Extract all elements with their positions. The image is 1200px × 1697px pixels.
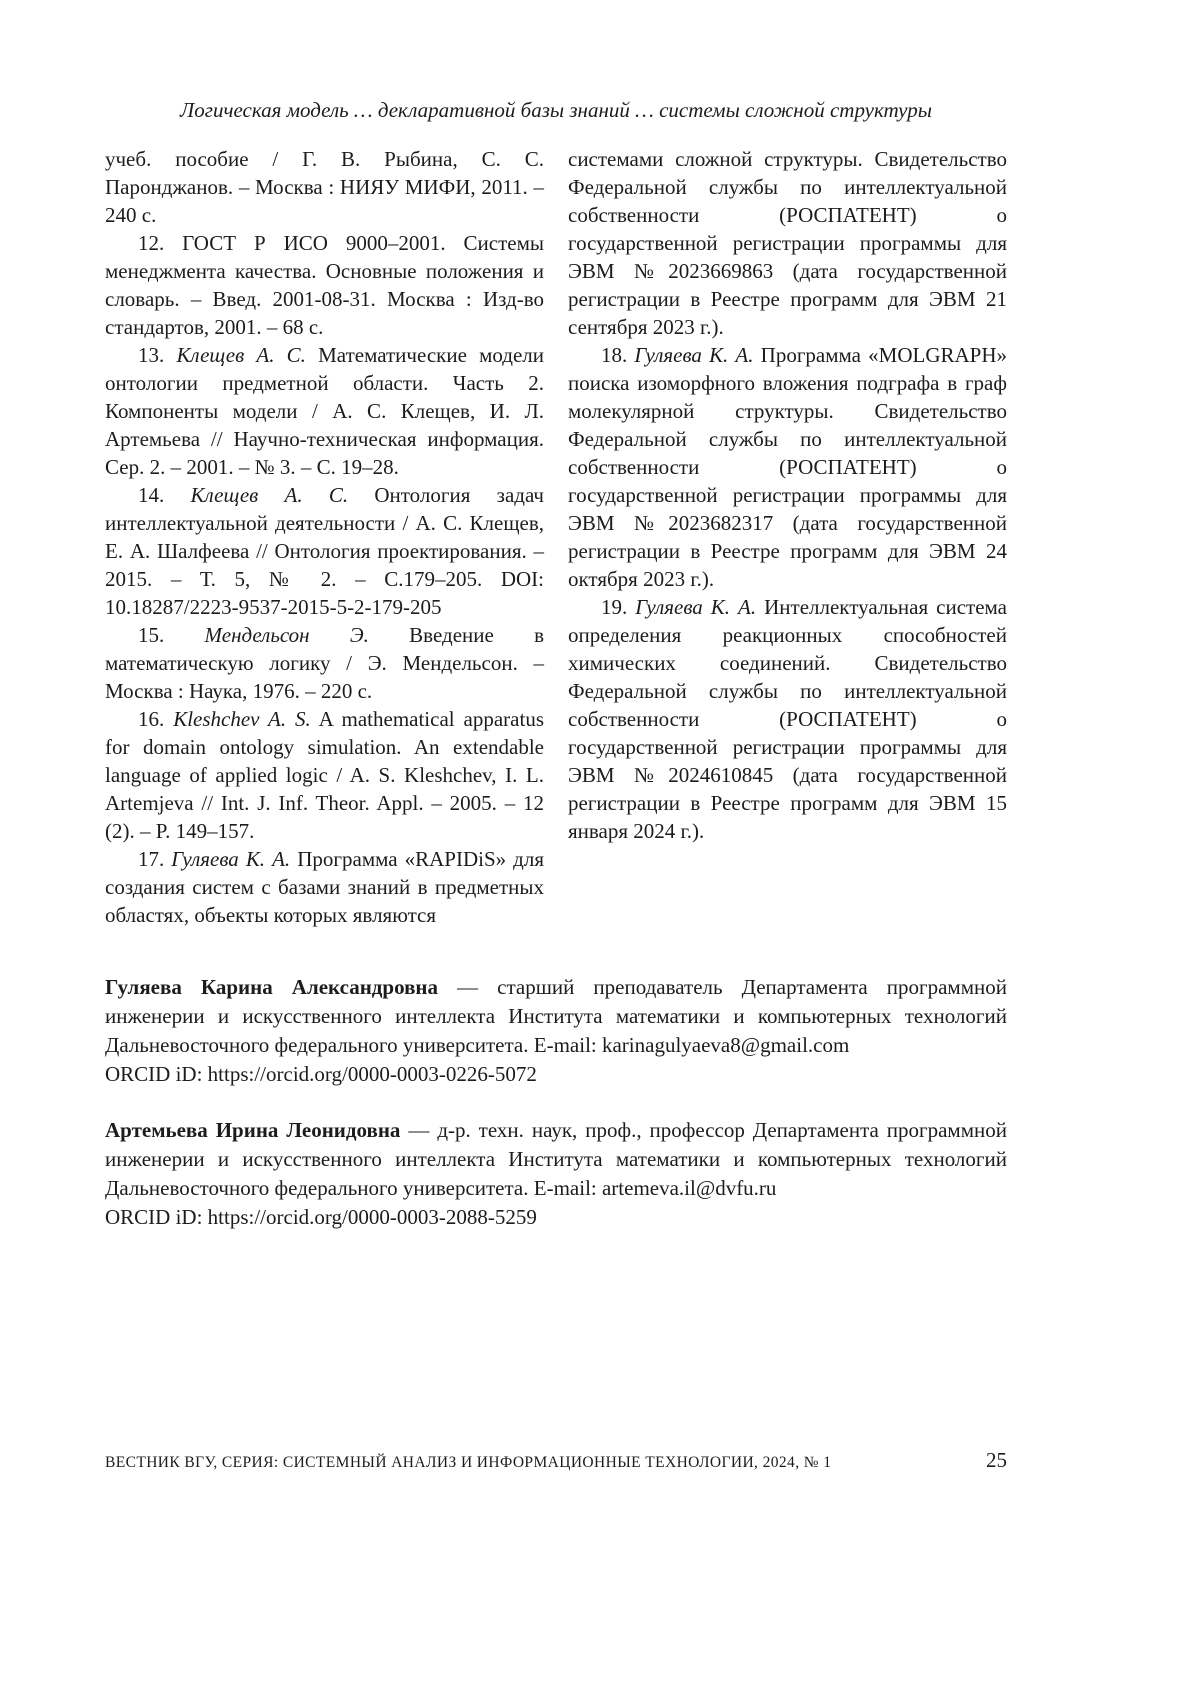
reference-item: 17. Гуляева К. А. Программа «RAPIDiS» для создания систем с базами знаний в предметных областях, объекты которых являются [105, 847, 544, 927]
page-number: 25 [986, 1448, 1007, 1472]
author-orcid: ORCID iD: https://orcid.org/0000-0003-0226-5072 [105, 1062, 537, 1086]
author-block [105, 1116, 1007, 1232]
references-left-column [105, 145, 544, 929]
reference-item: 18. Гуляева К. А. Программа «MOLGRAPH» поиска изоморфного вложения подграфа в граф молекулярной структуры. Свидетельство Федеральной службы по интеллектуальной собственности (РОСПАТЕНТ) о государственной регистрации программы для ЭВМ №2023682317 (дата государственной регистрации в Реестре программ для ЭВМ 24 октября 2023 г.). [568, 343, 1008, 591]
reference-item: 15. Мендельсон Э. Введение в математическую логику / Э. Мендельсон. – Москва : Наука, 1976. – 220 с. [105, 623, 545, 703]
reference-item: 12. ГОСТ Р ИСО 9000–2001. Системы менеджмента качества. Основные положения и словарь. – Введ. 2001-08-31. Москва : Изд-во стандартов, 2001. – 68 с. [105, 231, 544, 339]
references-section [105, 145, 1007, 929]
page-content [105, 96, 1007, 1259]
author-description: Гуляева Карина Александровна — старший преподаватель Департамента программной инженерии и искусственного интеллекта Института математики и компьютерных технологий Дальневосточного федерального университета. E-mail: karinagulyaeva8@gmail.com [105, 975, 1007, 1057]
journal-title: ВЕСТНИК ВГУ, СЕРИЯ: СИСТЕМНЫЙ АНАЛИЗ И ИНФОРМАЦИОННЫЕ ТЕХНОЛОГИИ, 2024, № 1 [105, 1454, 832, 1471]
author-orcid: ORCID iD: https://orcid.org/0000-0003-2088-5259 [105, 1205, 537, 1229]
reference-item: 14. Клещев А. С. Онтология задач интеллектуальной деятельности / А. С. Клещев, Е. А. Шалфеева // Онтология проектирования. – 2015. – Т. 5, № 2. – С.179–205. DOI: 10.18287/2223-9537-2015-5-2-179-205 [105, 483, 544, 619]
reference-item: 13. Клещев А. С. Математические модели онтологии предметной области. Часть 2. Компоненты модели / А. С. Клещев, И. Л. Артемьева // Научно-техническая информация. Сер. 2. – 2001. – № 3. – С. 19–28. [105, 343, 545, 479]
author-block [105, 973, 1007, 1089]
reference-item: системами сложной структуры. Свидетельство Федеральной службы по интеллектуальной собственности (РОСПАТЕНТ) о государственной регистрации программы для ЭВМ №2023669863 (дата государственной регистрации в Реестре программ для ЭВМ 21 сентября 2023 г.). [568, 147, 1007, 339]
reference-item: 16. Kleshchev A. S. A mathematical apparatus for domain ontology simulation. An extendable language of applied logic / A. S. Kleshchev, I. L. Artemjeva // Int. J. Inf. Theor. Appl. – 2005. – 12 (2). – P. 149–157. [105, 707, 545, 843]
page-footer [105, 1448, 1007, 1473]
reference-item: 19. Гуляева К. А. Интеллектуальная система определения реакционных способностей химических соединений. Свидетельство Федеральной службы по интеллектуальной собственности (РОСПАТЕНТ) о государственной регистрации программы для ЭВМ №2024610845 (дата государственной регистрации в Реестре программ для ЭВМ 15 января 2024 г.). [568, 595, 1008, 843]
running-head: Логическая модель … декларативной базы знаний … системы сложной структуры [180, 98, 932, 122]
author-info-section [105, 973, 1007, 1232]
reference-item: учеб. пособие / Г. В. Рыбина, С. С. Паронджанов. – Москва : НИЯУ МИФИ, 2011. – 240 с. [105, 147, 544, 227]
references-right-column [568, 145, 1007, 929]
author-description: Артемьева Ирина Леонидовна — д-р. техн. наук, проф., профессор Департамента программной инженерии и искусственного интеллекта Института математики и компьютерных технологий Дальневосточного федерального университета. E-mail: artemeva.il@dvfu.ru [105, 1118, 1007, 1200]
